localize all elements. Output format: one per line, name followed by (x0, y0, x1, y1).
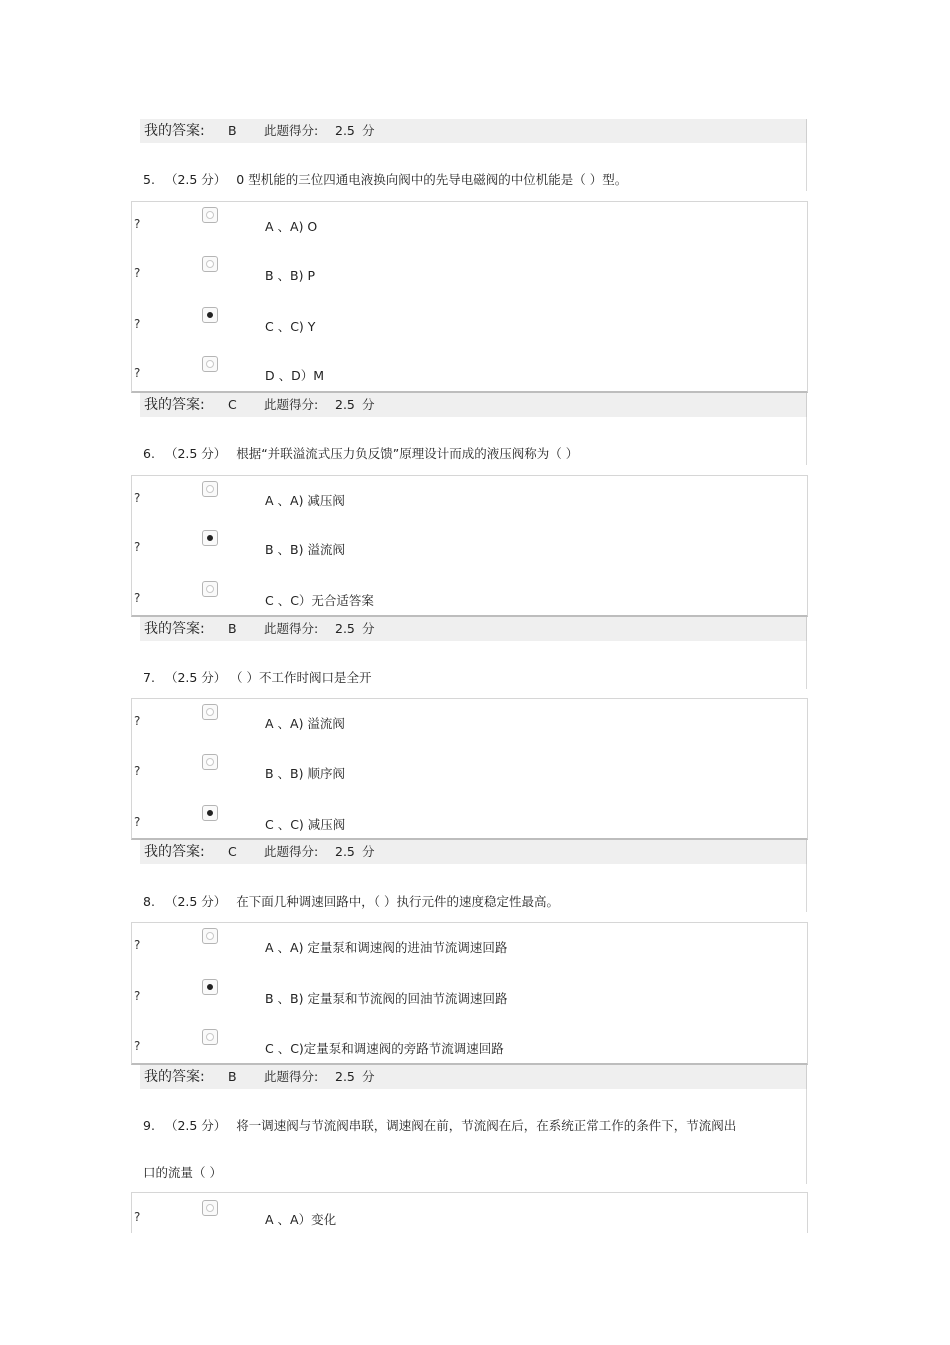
question-number: 8. (143, 894, 155, 909)
option-row[interactable] (131, 1204, 806, 1228)
score-value: 2.5 (335, 844, 355, 859)
question-mark-icon: ? (134, 764, 141, 778)
question-mark-icon: ? (134, 491, 141, 505)
question-points: （2.5 分） (164, 172, 227, 187)
answer-summary-q4 (140, 119, 807, 143)
option-row[interactable] (131, 260, 806, 284)
score-unit: 分 (362, 844, 375, 859)
option-row[interactable] (131, 983, 806, 1007)
my-answer-label: 我的答案: (144, 621, 205, 637)
radio-button-selected[interactable] (202, 530, 218, 546)
question-mark-icon: ? (134, 317, 141, 331)
question-body: 0 型机能的三位四通电液换向阀中的先导电磁阀的中位机能是（ ）型。 (236, 172, 628, 187)
radio-button-selected[interactable] (202, 979, 218, 995)
question-area (140, 1089, 807, 1184)
question-mark-icon: ? (134, 591, 141, 605)
option-label: A 、A) 减压阀 (265, 493, 345, 508)
option-label: C 、C）无合适答案 (265, 593, 374, 608)
question-9-text (143, 1118, 746, 1134)
answer-summary-q7 (140, 840, 807, 864)
question-points: （2.5 分） (164, 1118, 227, 1133)
question-body: 在下面几种调速回路中，（ ）执行元件的速度稳定性最高。 (236, 894, 560, 909)
option-row[interactable] (131, 485, 806, 509)
question-mark-icon: ? (134, 714, 141, 728)
option-label: B 、B) 定量泵和节流阀的回油节流调速回路 (265, 991, 508, 1006)
question-mark-icon: ? (134, 1039, 141, 1053)
question-body: 根据“并联溢流式压力负反馈”原理设计而成的液压阀称为（ ） (236, 446, 579, 461)
question-mark-icon: ? (134, 266, 141, 280)
question-points: （2.5 分） (164, 894, 227, 909)
radio-button[interactable] (202, 1029, 218, 1045)
score-label: 此题得分: (264, 1069, 319, 1084)
option-row[interactable] (131, 758, 806, 782)
option-row[interactable] (131, 585, 806, 609)
question-mark-icon: ? (134, 815, 141, 829)
option-label: C 、C)定量泵和调速阀的旁路节流调速回路 (265, 1041, 504, 1056)
question-body-cont: 口的流量（ ） (143, 1165, 222, 1180)
score-label: 此题得分: (264, 844, 319, 859)
option-label: B 、B) 溢流阀 (265, 542, 345, 557)
option-label: D 、D）M (265, 368, 325, 383)
radio-button[interactable] (202, 481, 218, 497)
question-mark-icon: ? (134, 989, 141, 1003)
my-answer-value: B (228, 1069, 237, 1084)
radio-button[interactable] (202, 581, 218, 597)
radio-button[interactable] (202, 704, 218, 720)
option-label: A 、A) 溢流阀 (265, 716, 345, 731)
question-number: 9. (143, 1118, 155, 1133)
question-5-text (143, 172, 637, 188)
score-value: 2.5 (335, 397, 355, 412)
question-body: 将一调速阀与节流阀串联，调速阀在前，节流阀在后，在系统正常工作的条件下，节流阀出 (236, 1118, 737, 1133)
radio-button[interactable] (202, 356, 218, 372)
option-label: C 、C) 减压阀 (265, 817, 346, 832)
score-label: 此题得分: (264, 123, 319, 138)
score-value: 2.5 (335, 123, 355, 138)
question-mark-icon: ? (134, 540, 141, 554)
question-body: （ ）不工作时阀口是全开 (236, 670, 372, 685)
score-label: 此题得分: (264, 621, 319, 636)
option-label: A 、A) 定量泵和调速阀的进油节流调速回路 (265, 940, 508, 955)
option-label: A 、A) O (265, 219, 318, 234)
option-row[interactable] (131, 1033, 806, 1057)
answer-summary-q5 (140, 393, 807, 417)
option-label: A 、A）变化 (265, 1212, 337, 1227)
my-answer-label: 我的答案: (144, 397, 205, 413)
question-mark-icon: ? (134, 938, 141, 952)
option-row[interactable] (131, 932, 806, 956)
option-row[interactable] (131, 534, 806, 558)
radio-button[interactable] (202, 256, 218, 272)
question-mark-icon: ? (134, 1210, 141, 1224)
option-row[interactable] (131, 211, 806, 235)
question-points: （2.5 分） (164, 446, 227, 461)
my-answer-label: 我的答案: (144, 844, 205, 860)
my-answer-label: 我的答案: (144, 1069, 205, 1085)
score-value: 2.5 (335, 1069, 355, 1084)
option-label: C 、C) Y (265, 319, 316, 334)
score-unit: 分 (362, 397, 375, 412)
question-8-text (143, 894, 569, 910)
question-points: （2.5 分） (164, 670, 227, 685)
my-answer-value: B (228, 621, 237, 636)
question-9-text-cont (143, 1165, 232, 1181)
score-value: 2.5 (335, 621, 355, 636)
radio-button-selected[interactable] (202, 805, 218, 821)
radio-button[interactable] (202, 928, 218, 944)
question-number: 7. (143, 670, 155, 685)
my-answer-label: 我的答案: (144, 123, 205, 139)
score-label: 此题得分: (264, 397, 319, 412)
score-unit: 分 (362, 123, 375, 138)
question-number: 6. (143, 446, 155, 461)
question-6-text (143, 446, 588, 462)
score-unit: 分 (362, 621, 375, 636)
option-row[interactable] (131, 311, 806, 335)
my-answer-value: C (228, 397, 237, 412)
radio-button[interactable] (202, 1200, 218, 1216)
option-label: B 、B) 顺序阀 (265, 766, 345, 781)
question-mark-icon: ? (134, 366, 141, 380)
score-unit: 分 (362, 1069, 375, 1084)
radio-button-selected[interactable] (202, 307, 218, 323)
option-label: B 、B) P (265, 268, 316, 283)
option-row[interactable] (131, 809, 806, 833)
option-row[interactable] (131, 360, 806, 384)
radio-button[interactable] (202, 754, 218, 770)
option-row[interactable] (131, 708, 806, 732)
my-answer-value: C (228, 844, 237, 859)
radio-button[interactable] (202, 207, 218, 223)
my-answer-value: B (228, 123, 237, 138)
answer-summary-q6 (140, 617, 807, 641)
answer-summary-q8 (140, 1065, 807, 1089)
question-7-text (143, 670, 382, 686)
question-number: 5. (143, 172, 155, 187)
question-mark-icon: ? (134, 217, 141, 231)
